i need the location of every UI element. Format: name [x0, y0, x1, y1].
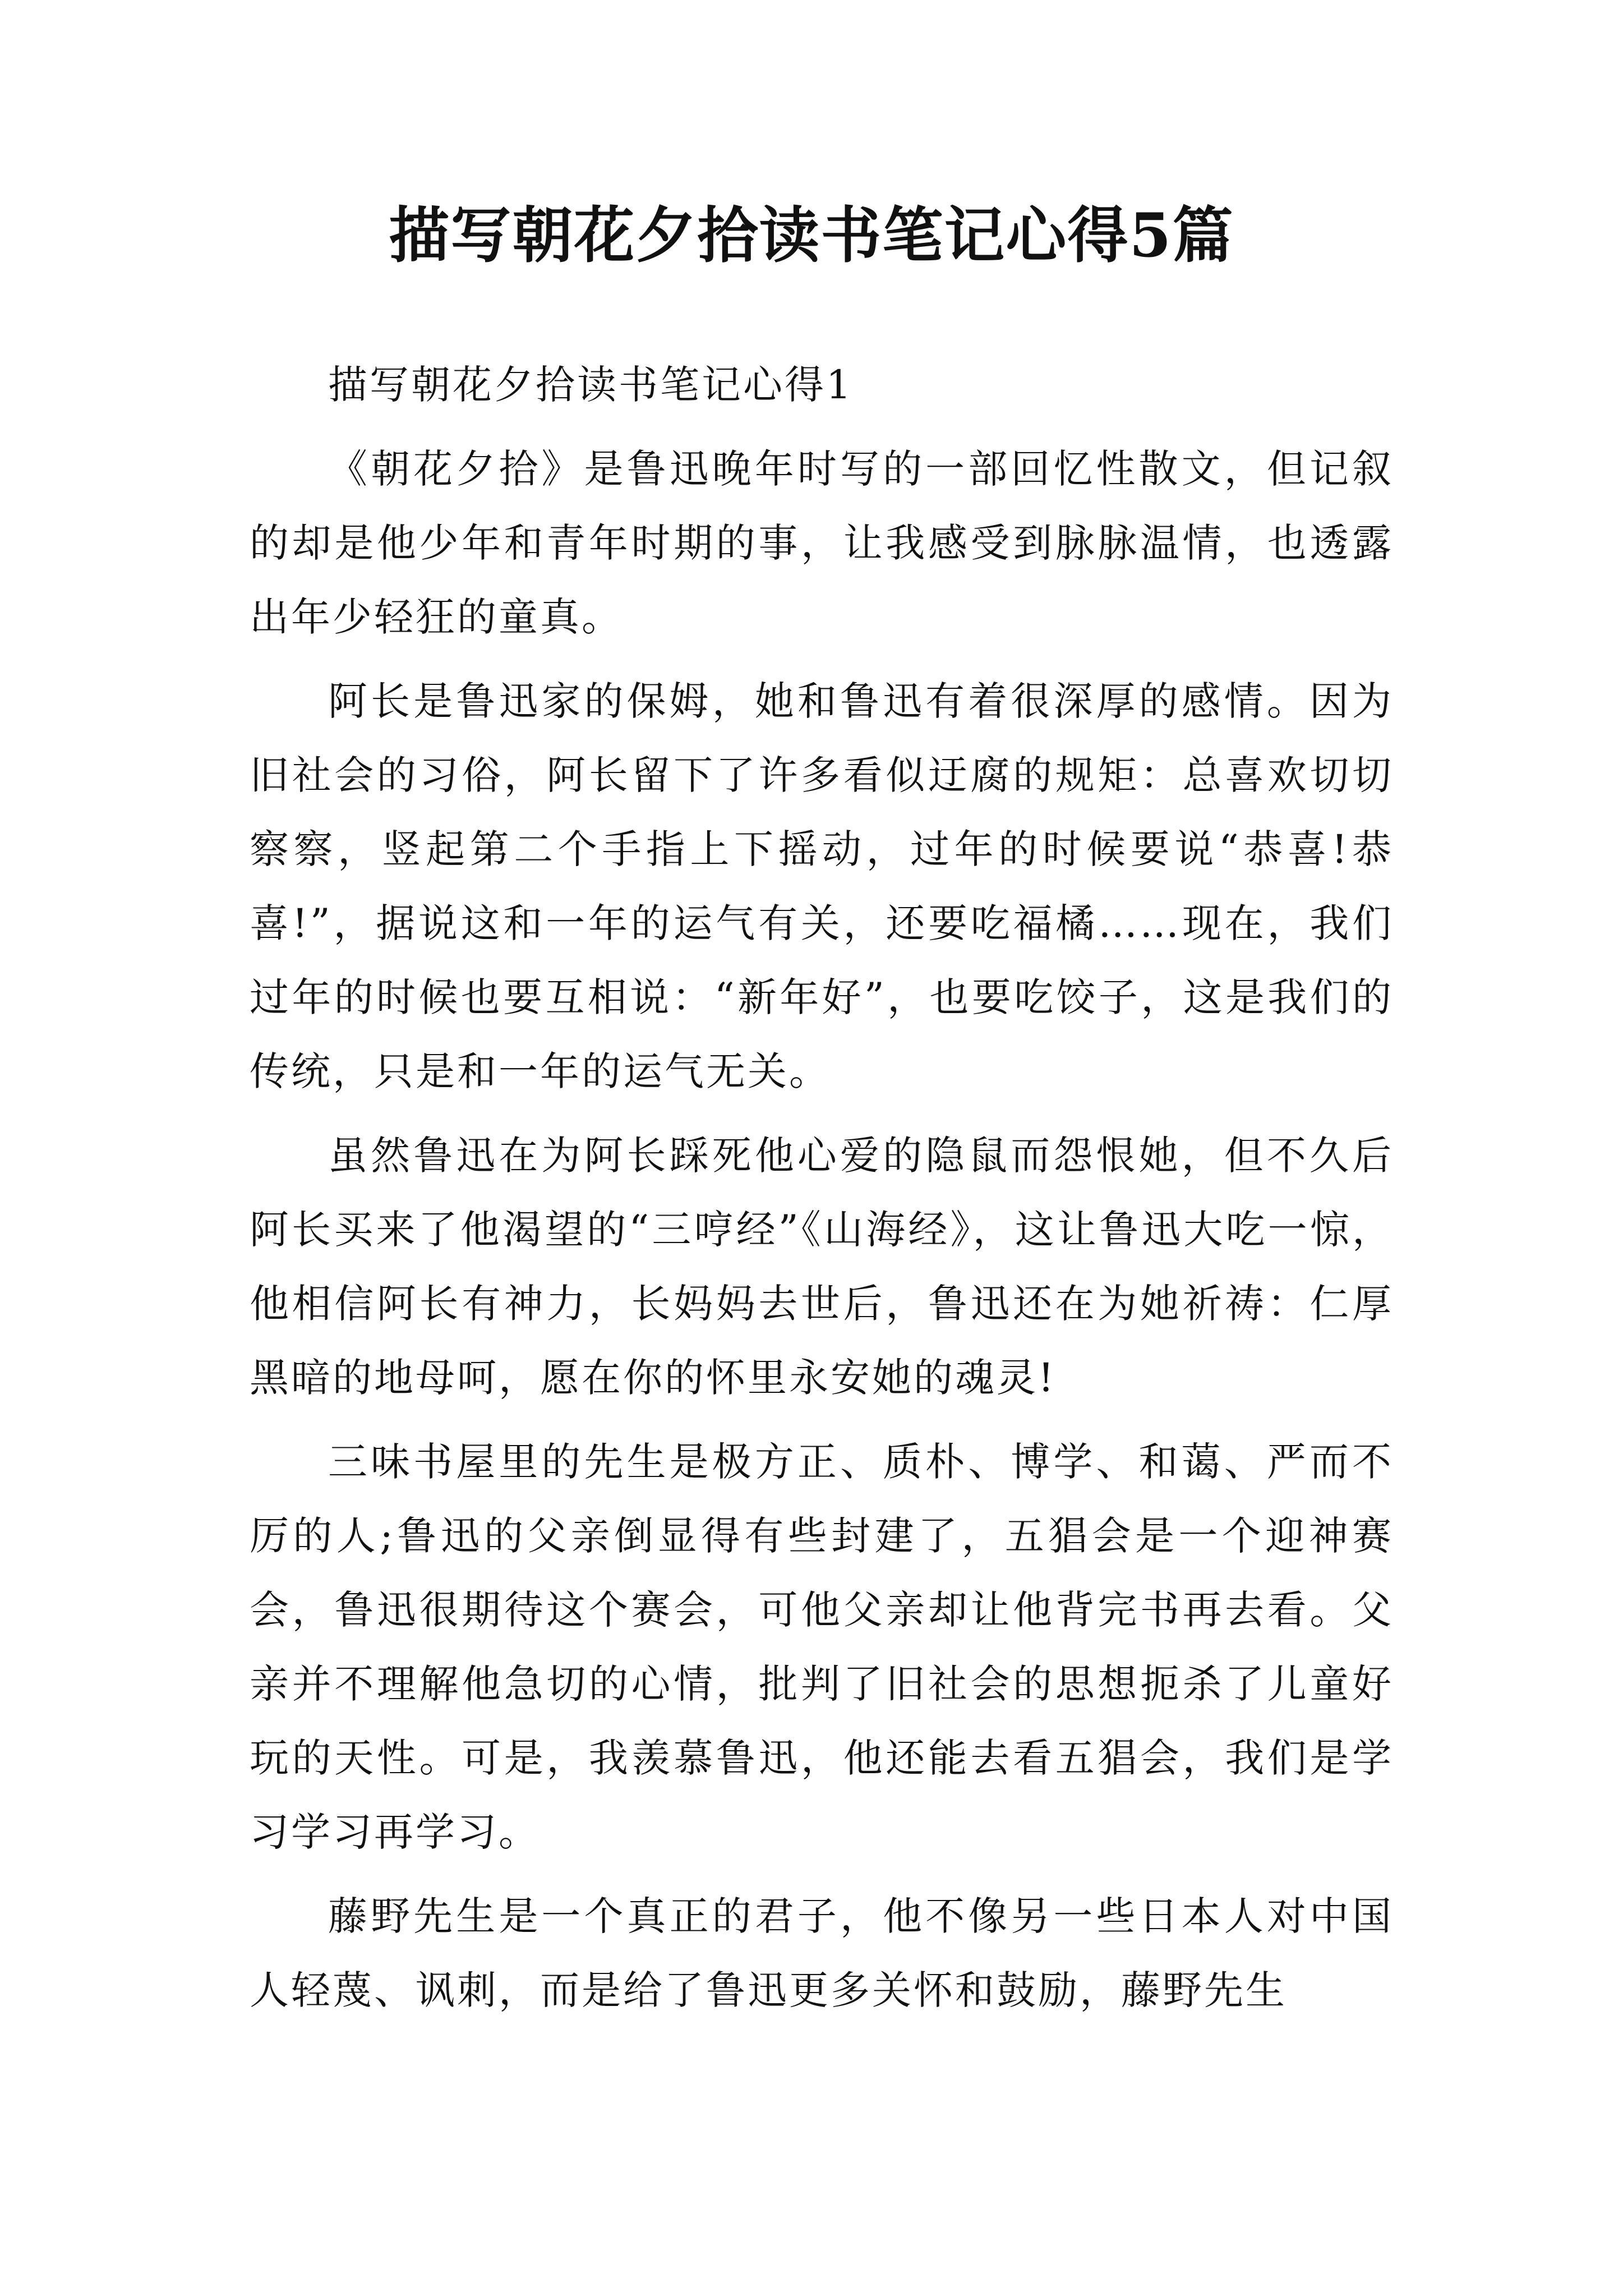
paragraph: 藤野先生是一个真正的君子，他不像另一些日本人对中国人轻蔑、讽刺，而是给了鲁迅更多关怀和鼓励，藤野先生 — [250, 1893, 1394, 2013]
paragraph: 《朝花夕拾》是鲁迅晚年时写的一部回忆性散文，但记叙的却是他少年和青年时期的事，让我感受到脉脉温情，也透露出年少轻狂的童真。 — [250, 446, 1394, 640]
section-heading: 描写朝花夕拾读书笔记心得1 — [328, 362, 854, 408]
paragraph: 虽然鲁迅在为阿长踩死他心爱的隐鼠而怨恨她，但不久后阿长买来了他渴望的“三哼经”《山海经》，这让鲁迅大吃一惊，他相信阿长有神力，长妈妈去世后，鲁迅还在为她祈祷：仁厚黑暗的地母呵，愿在你的怀里永安她的魂灵! — [250, 1133, 1394, 1401]
paragraph: 三味书屋里的先生是极方正、质朴、博学、和蔼、严而不厉的人;鲁迅的父亲倒显得有些封建了，五猖会是一个迎神赛会，鲁迅很期待这个赛会，可他父亲却让他背完书再去看。父亲并不理解他急切的心情，批判了旧社会的思想扼杀了儿童好玩的天性。可是，我羡慕鲁迅，他还能去看五猖会，我们是学习学习再学习。 — [250, 1439, 1394, 1855]
paragraph: 阿长是鲁迅家的保姆，她和鲁迅有着很深厚的感情。因为旧社会的习俗，阿长留下了许多看似迂腐的规矩：总喜欢切切察察，竖起第二个手指上下摇动，过年的时候要说“恭喜!恭喜!”，据说这和一年的运气有关，还要吃福橘……现在，我们过年的时候也要互相说：“新年好”，也要吃饺子，这是我们的传统，只是和一年的运气无关。 — [250, 678, 1394, 1094]
document-title: 描写朝花夕拾读书笔记心得5篇 — [389, 200, 1234, 271]
document-body — [250, 348, 1394, 2037]
